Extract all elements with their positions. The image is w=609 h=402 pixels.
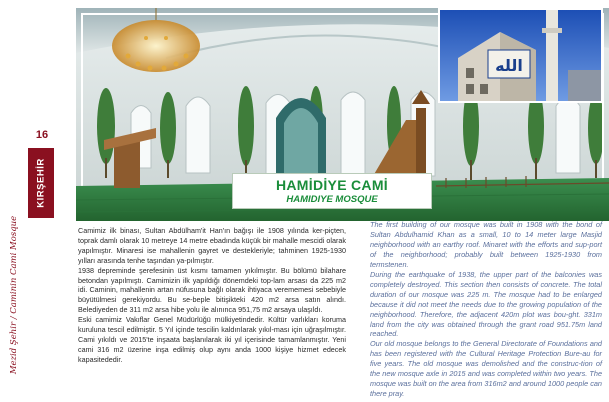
mosque-exterior-inset [438, 8, 603, 103]
city-tab [28, 148, 54, 218]
english-text-column [370, 220, 602, 399]
title-box [232, 173, 432, 209]
side-script-text: Mezid Şehir / Caminin Cami Mosque [9, 215, 19, 375]
mosque-title: HAMİDİYE CAMİ [275, 177, 388, 193]
turkish-text-column [78, 226, 346, 365]
mosque-exterior-illustration [440, 10, 601, 101]
english-paragraph: Our old mosque belongs to the General Directorate of Foundations and has been registered with the Cultural Heritage Protection Bure-au for five years. The old mosque was demolished and the construc-tion of the new mosque axle in 2015 and was completed within two years. The mosque was built on the area from 316m2 and around 1000 people can there pray. [370, 339, 602, 399]
city-label: KIRŞEHİR [35, 158, 47, 208]
page-number: 16 [35, 129, 49, 141]
english-paragraph: During the earthquake of 1938, the upper part of the balconies was completely destroyed. This section then consists of concrete. The total duration of our mosque was 225 m. The mosque had to be enlarged because it did not meet the needs due to the growing population of the neighborhood. Therefore, the adjacent 420m plot was bou-ght. 331m land from the city was obtained through the grant road 951.75m land reached. [370, 269, 602, 339]
mosque-subtitle: HAMIDIYE MOSQUE [286, 194, 378, 205]
calligraphy-text: الله [495, 56, 523, 75]
turkish-paragraph: Eski camimiz Vakıflar Genel Müdürlüğü mülkiyetindedir. Kültür varlıkları koruma kuruluna tescil edilmiştir. 5 Yıl içinde tescilin kaldırılarak yıkıl-ması için uğraşılmıştır. Cami yıkıldı ve 2015'te inşaata başlanılarak iki yıl içerisinde tamamlanmıştır. Yeni cami 316 m2 üzerine inşa edilmiş olup aynı anda 1000 kişiye hizmet edecek kapasitededir. [78, 315, 346, 364]
turkish-paragraph: 1938 depreminde şerefesinin üst kısmı tamamen yıkılmıştır. Bu bölümü bilahare betondan yapılmıştı. Camimizin ilk yapıldığı dönemdeki top-lam arsası da 225 m2 idi. Caminin, mahallenin artan nüfusuna bağlı olarak ihtiyaca verememesi sebebiyle büyütülmesi gerekiyordu. Bu se-beple bitişikteki 420 m2 arsa satın alındı. Belediyeden de 311 m2 arsa hibe yolu ile alınınca 951,75 m2 arsaya ulaşıldı. [78, 265, 346, 315]
english-paragraph: The first building of our mosque was built in 1908 with the bond of Sultan Abdulhamid Khan as a small, 10 to 14 meter large Masjid neighborhood with an earthy roof. Minaret with the efforts and sup-port of the neighborhood; probably built between 1925-1930 from termstenen. [370, 220, 602, 269]
side-script-title [3, 190, 25, 400]
turkish-paragraph: Camimiz ilk binası, Sultan Abdülham'it Han'ın bağışı ile 1908 yılında ker-piçten, toprak damlı olarak 10 metreye 14 metre ebadında küçük bir mahalle mescidi olarak yapılmıştır. Minaresi ise mahallenin gayret ve destekleriyle; tahminen 1925-1930 yılları arasında tenhe taşından ya-pılmıştır. [78, 226, 346, 265]
